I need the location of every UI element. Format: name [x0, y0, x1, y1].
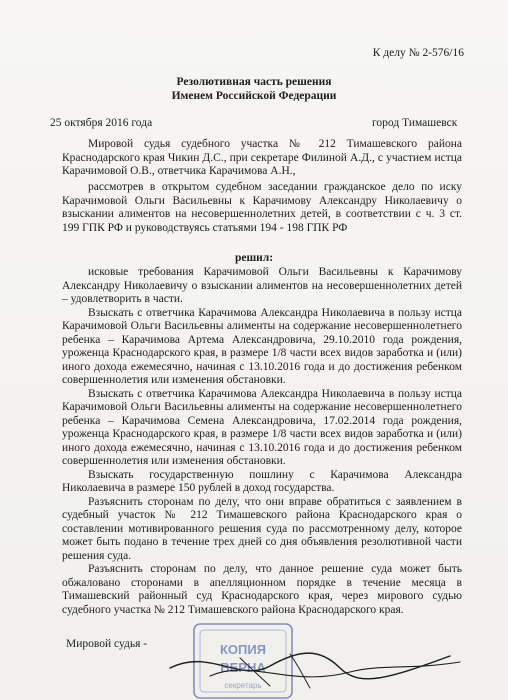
resolution-paragraph: Взыскать с ответчика Карачимова Александра Николаевича в пользу истца Карачимовой Ольги Васильевны алименты на содержание несовершеннолетнего ребенка – Карачимова Семена Александровича, 17.02.2014 года рождения, уроженца Краснодарского края, в размере 1/8 части всех видов заработка и (или) иного дохода ежемесячно, начиная с 13.10.2016 года и до достижения ребенком совершеннолетия или изменения обстановки. — [62, 387, 462, 467]
signature-label: Мировой судья - — [66, 638, 148, 650]
decision-city: город Тимашевск — [372, 117, 458, 129]
resolution-paragraph: Разъяснить сторонам по делу, что данное решение суда может быть обжаловано сторонами в апелляционном порядке в течение месяца в Тимашевский районный суд Краснодарского края, через мирового судью судебного участка № 212 Тимашевского района Краснодарского края. — [62, 563, 462, 616]
resolution-paragraph: Разъяснить сторонам по делу, что они вправе обратиться с заявлением в судебный участок № 212 Тимашевского района Краснодарского края о составлении мотивированного решения суда по рассмотренному делу, которое может быть подано в течение трех дней со дня объявления резолютивной части решения суда. — [62, 495, 462, 562]
considered-text: рассмотрев в открытом судебном заседании гражданское дело по иску Карачимовой Ольги Васильевны к Карачимову Александру Николаевичу о взыскании алиментов на несовершеннолетних детей, в соответствии с ч. 3 ст. 199 ГПК РФ и руководствуясь статьями 194 - 198 ГПК РФ — [62, 181, 462, 234]
decision-date: 25 октября 2016 года — [50, 117, 153, 129]
judge-signature-icon — [150, 628, 470, 698]
considered-paragraph — [62, 181, 462, 235]
intro-text: Мировой судья судебного участка № 212 Тимашевского района Краснодарского края Чикин Д.С., при секретаре Филиной А.Д., с участием истца Карачимовой О.В., ответчика Карачимова А.Н., — [62, 138, 462, 177]
intro-paragraph — [62, 138, 462, 179]
svg-text:секретарь: секретарь — [224, 681, 262, 690]
svg-text:КОПИЯ: КОПИЯ — [219, 642, 267, 657]
resolution-paragraph: исковые требования Карачимовой Ольги Васильевны к Карачимову Александру Николаевичу о взыскании алиментов на несовершеннолетних детей – удовлетворить в части. — [62, 266, 462, 305]
resolution-paragraphs — [62, 266, 462, 617]
document-title: Резолютивная часть решения — [176, 76, 332, 88]
resolved-heading: решил: — [234, 252, 274, 264]
svg-text:ВЕРНА: ВЕРНА — [220, 660, 266, 675]
document-subtitle: Именем Российской Федерации — [171, 90, 337, 102]
case-number: К делу № 2-576/16 — [372, 47, 464, 59]
resolution-paragraph: Взыскать с ответчика Карачимова Александра Николаевича в пользу истца Карачимовой Ольги Васильевны алименты на содержание несовершеннолетнего ребенка – Карачимова Артема Александровича, 29.10.2010 года рождения, уроженца Краснодарского края, в размере 1/8 части всех видов заработка и (или) иного дохода ежемесячно, начиная с 13.10.2016 года и до достижения ребенком совершеннолетия или изменения обстановки. — [62, 306, 462, 386]
resolution-paragraph: Взыскать государственную пошлину с Карачимова Александра Николаевича в размере 150 рублей в доход государства. — [62, 468, 462, 494]
